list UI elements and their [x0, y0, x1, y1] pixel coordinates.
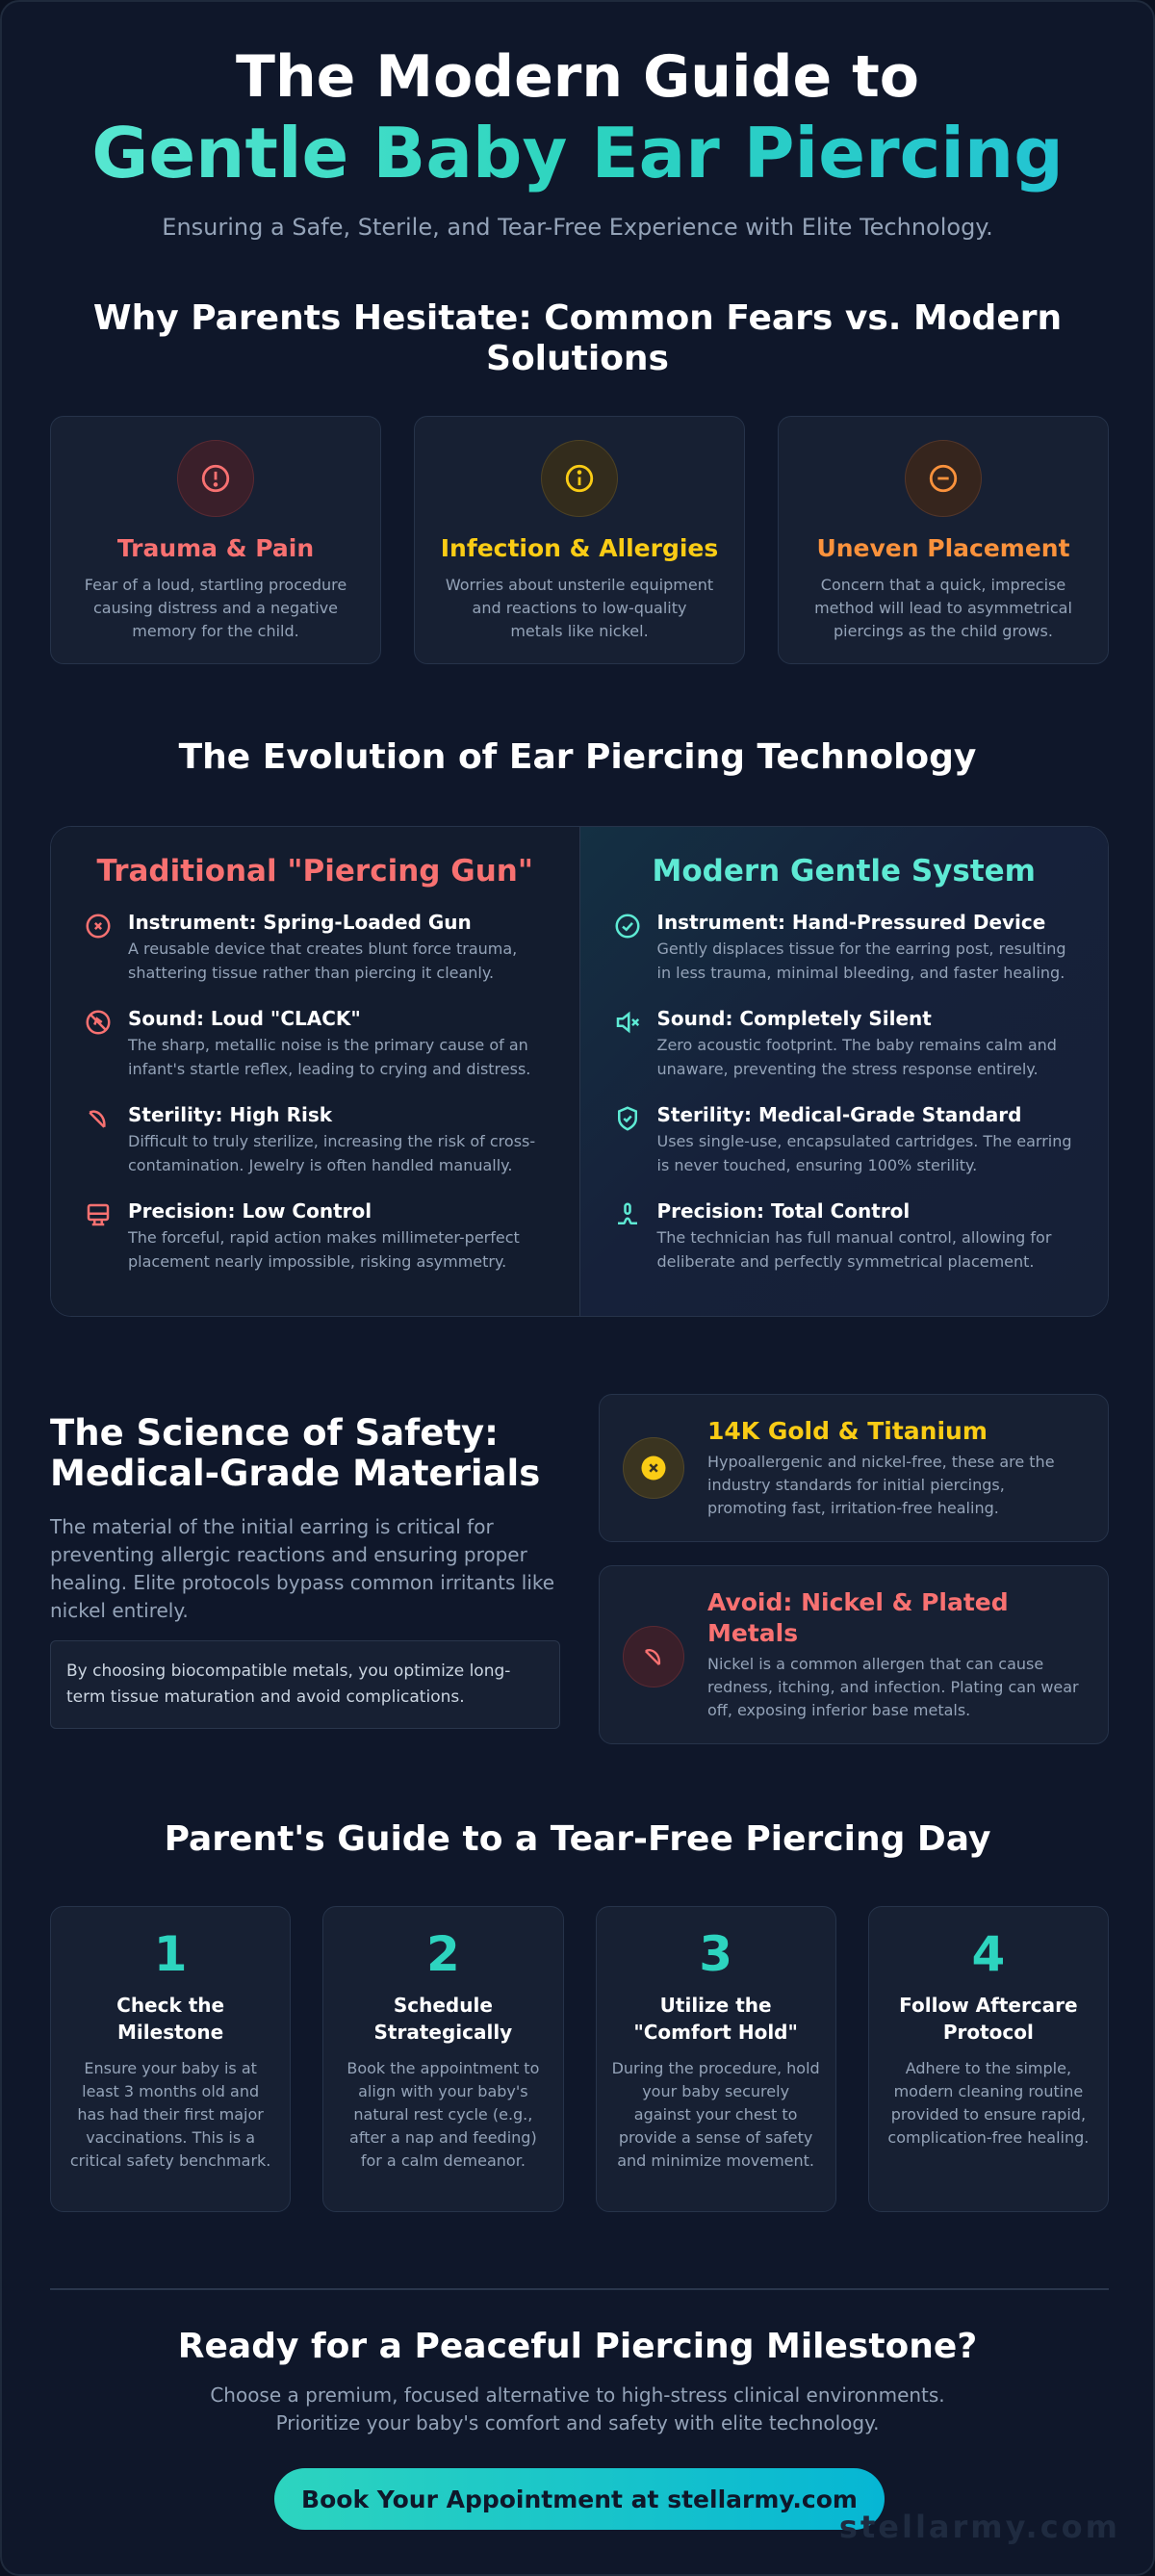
- step-card: [596, 1906, 836, 2212]
- science-intro: [50, 1413, 560, 1729]
- material-title: Avoid: Nickel & Plated Metals: [707, 1588, 1009, 1647]
- material-text: Hypoallergenic and nickel-free, these are the industry standards for initial piercings, promoting fast, irritation-free healing.: [707, 1453, 1055, 1517]
- modern-column: [580, 827, 1109, 1316]
- modern-item: [580, 1006, 1109, 1102]
- item-text: The sharp, metallic noise is the primary cause of an infant's startle reflex, leading to crying and distress.: [128, 1036, 531, 1078]
- step-number: 3: [699, 1926, 733, 1982]
- no-sound-icon: [84, 1008, 113, 1037]
- fear-card-trauma: [50, 416, 381, 664]
- hero-title-line2: Gentle Baby Ear Piercing: [2, 112, 1153, 194]
- x-circle-icon: [84, 912, 113, 940]
- fear-title: Infection & Allergies: [440, 534, 719, 562]
- science-note: By choosing biocompatible metals, you optimize long-term tissue maturation and avoid complications.: [50, 1640, 560, 1729]
- step-text: Ensure your baby is at least 3 months old and has had their first major vaccinations. This is a critical safety benchmark.: [69, 2059, 271, 2170]
- comparison-table: [50, 826, 1109, 1317]
- info-circle-icon: [541, 440, 618, 517]
- mute-icon: [613, 1008, 642, 1037]
- fears-title: Why Parents Hesitate: Common Fears vs. Modern Solutions: [92, 298, 1063, 378]
- item-text: A reusable device that creates blunt force trauma, shattering tissue rather than piercing it cleanly.: [128, 940, 518, 982]
- material-card-nickel: [599, 1565, 1109, 1744]
- modern-item: [580, 1198, 1109, 1295]
- alert-circle-icon: [177, 440, 254, 517]
- traditional-item: [51, 1198, 579, 1295]
- science-section: [50, 1394, 1109, 1740]
- step-text: Book the appointment to align with your baby's natural rest cycle (e.g., after a nap and feeding) for a calm demeanor.: [346, 2059, 540, 2170]
- step-card: [322, 1906, 563, 2212]
- item-text: Gently displaces tissue for the earring post, resulting in less trauma, minimal bleeding, and faster healing.: [656, 940, 1066, 982]
- evolution-title: The Evolution of Ear Piercing Technology: [178, 737, 977, 777]
- fear-card-infection: [414, 416, 745, 664]
- traditional-item: [51, 1102, 579, 1198]
- step-number: 1: [153, 1926, 188, 1982]
- item-text: Difficult to truly sterilize, increasing the risk of cross-contamination. Jewelry is often handled manually.: [128, 1132, 536, 1174]
- gold-coin-icon: [623, 1437, 684, 1499]
- divider: [50, 2288, 1109, 2290]
- hero-title: [2, 42, 1153, 194]
- fear-text: Worries about unsterile equipment and reactions to low-quality metals like nickel.: [445, 576, 714, 640]
- item-title: Instrument: Hand-Pressured Device: [656, 911, 1046, 934]
- step-card: [50, 1906, 291, 2212]
- step-number: 2: [425, 1926, 460, 1982]
- modern-item: [580, 1102, 1109, 1198]
- modern-heading: Modern Gentle System: [652, 854, 1036, 889]
- traditional-item: [51, 910, 579, 1006]
- bandage-icon: [623, 1626, 684, 1687]
- item-text: The forceful, rapid action makes millimeter-perfect placement nearly impossible, risking asymmetry.: [128, 1228, 520, 1271]
- hero-title-line1: The Modern Guide to: [236, 43, 919, 111]
- fear-cards: [50, 416, 1109, 664]
- item-title: Sound: Loud "CLACK": [128, 1007, 361, 1030]
- item-title: Sterility: Medical-Grade Standard: [656, 1103, 1022, 1126]
- watermark: stellarmy.com: [838, 2509, 1120, 2545]
- fears-section: [2, 298, 1153, 640]
- bandage-icon: [84, 1104, 113, 1133]
- item-title: Sound: Completely Silent: [656, 1007, 932, 1030]
- traditional-column: [51, 827, 580, 1316]
- shield-check-icon: [613, 1104, 642, 1133]
- cta-text-line1: Choose a premium, focused alternative to high-stress clinical environments.: [210, 2383, 945, 2407]
- traditional-heading: Traditional "Piercing Gun": [96, 854, 533, 889]
- minus-circle-icon: [905, 440, 982, 517]
- cta-text-line2: Prioritize your baby's comfort and safety with elite technology.: [275, 2411, 880, 2434]
- fear-title: Trauma & Pain: [116, 534, 315, 562]
- step-title: Schedule Strategically: [373, 1994, 513, 2044]
- item-text: Zero acoustic footprint. The baby remains calm and unaware, preventing the stress response entirely.: [656, 1036, 1057, 1078]
- book-appointment-button[interactable]: Book Your Appointment at stellarmy.com: [274, 2468, 885, 2530]
- hand-press-icon: [613, 1200, 642, 1229]
- step-text: During the procedure, hold your baby securely against your chest to provide a sense of safety and minimize movement.: [611, 2059, 820, 2170]
- fear-title: Uneven Placement: [816, 534, 1070, 562]
- item-text: Uses single-use, encapsulated cartridges. The earring is never touched, ensuring 100% sterility.: [656, 1132, 1072, 1174]
- device-icon: [84, 1200, 113, 1229]
- step-number: 4: [971, 1926, 1006, 1982]
- fear-card-placement: [778, 416, 1109, 664]
- modern-item: [580, 910, 1109, 1006]
- science-description: The material of the initial earring is critical for preventing allergic reactions and ensuring proper healing. Elite protocols bypass common irritants like nickel entirely.: [50, 1515, 555, 1622]
- cta-text: [2, 2382, 1153, 2437]
- fear-text: Fear of a loud, startling procedure causing distress and a negative memory for the child.: [84, 576, 347, 640]
- science-title: The Science of Safety: Medical-Grade Materials: [50, 1412, 541, 1494]
- cta-title: Ready for a Peaceful Piercing Milestone?: [177, 2327, 978, 2366]
- fear-text: Concern that a quick, imprecise method will lead to asymmetrical piercings as the child grows.: [814, 576, 1072, 640]
- step-card: [868, 1906, 1109, 2212]
- check-circle-icon: [613, 912, 642, 940]
- item-text: The technician has full manual control, allowing for deliberate and perfectly symmetrical placement.: [656, 1228, 1052, 1271]
- step-title: Follow Aftercare Protocol: [899, 1994, 1078, 2044]
- item-title: Precision: Low Control: [128, 1199, 372, 1223]
- step-title: Utilize the "Comfort Hold": [633, 1994, 798, 2044]
- step-title: Check the Milestone: [116, 1994, 225, 2044]
- item-title: Precision: Total Control: [656, 1199, 911, 1223]
- step-text: Adhere to the simple, modern cleaning routine provided to ensure rapid, complication-free healing.: [887, 2059, 1090, 2147]
- guide-steps: [50, 1906, 1109, 2212]
- hero: [2, 2, 1153, 241]
- material-title: 14K Gold & Titanium: [707, 1417, 988, 1445]
- material-card-gold: [599, 1394, 1109, 1542]
- item-title: Instrument: Spring-Loaded Gun: [128, 911, 472, 934]
- item-title: Sterility: High Risk: [128, 1103, 333, 1126]
- traditional-item: [51, 1006, 579, 1102]
- guide-title: Parent's Guide to a Tear-Free Piercing Day: [164, 1819, 991, 1859]
- cta-section: [2, 2326, 1153, 2513]
- material-text: Nickel is a common allergen that can cause redness, itching, and infection. Plating can wear off, exposing inferior base metals.: [707, 1655, 1079, 1719]
- hero-subtitle: Ensuring a Safe, Sterile, and Tear-Free Experience with Elite Technology.: [162, 214, 993, 241]
